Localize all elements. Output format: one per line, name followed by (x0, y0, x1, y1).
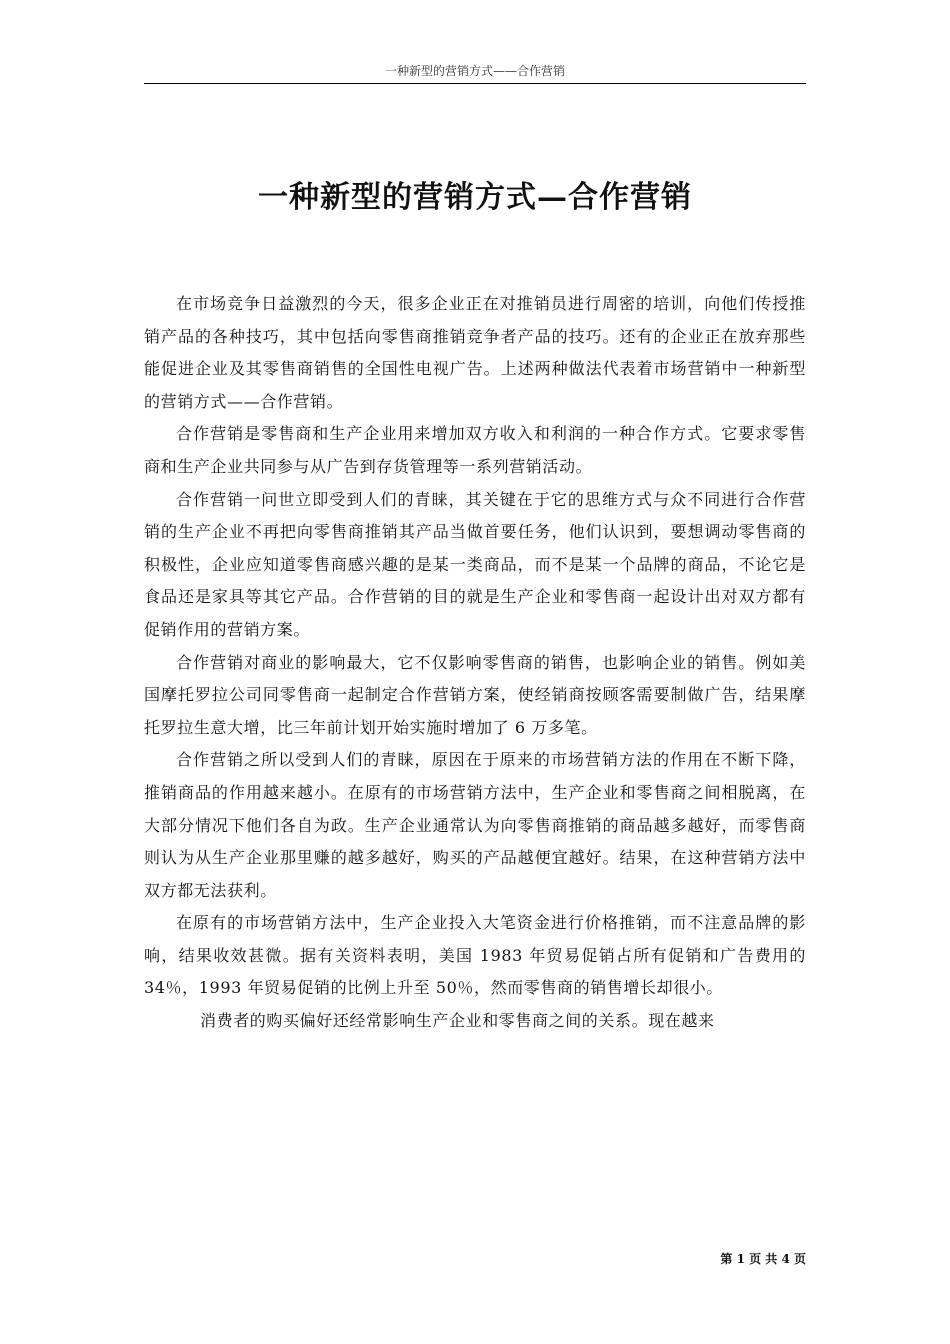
paragraph-2: 合作营销是零售商和生产企业用来增加双方收入和利润的一种合作方式。它要求零售商和生产企业共同参与从广告到存货管理等一系列营销活动。 (144, 424, 806, 476)
document-body (144, 288, 806, 1038)
running-header: 一种新型的营销方式——合作营销 (384, 64, 565, 78)
paragraph-1: 在市场竞争日益激烈的今天，很多企业正在对推销员进行周密的培训，向他们传授推销产品的各种技巧，其中包括向零售商推销竞争者产品的技巧。还有的企业正在放弃那些能促进企业及其零售商销售的全国性电视广告。上述两种做法代表着市场营销中一种新型的营销方式——合作营销。 (144, 294, 806, 411)
page-number: 第 1 页 共 4 页 (720, 1252, 806, 1266)
paragraph-6: 在原有的市场营销方法中，生产企业投入大笔资金进行价格推销，而不注意品牌的影响，结果收效甚微。据有关资料表明，美国 1983 年贸易促销占所有促销和广告费用的 34％，1993 年贸易促销的比例上升至 50％，然而零售商的销售增长却很小。 (144, 913, 806, 998)
paragraph-3: 合作营销一问世立即受到人们的青睐，其关键在于它的思维方式与众不同进行合作营销的生产企业不再把向零售商推销其产品当做首要任务，他们认识到，要想调动零售商的积极性，企业应知道零售商感兴趣的是某一类商品，而不是某一个品牌的商品，不论它是食品还是家具等其它产品。合作营销的目的就是生产企业和零售商一起设计出对双方都有促销作用的营销方案。 (144, 489, 806, 639)
paragraph-4: 合作营销对商业的影响最大，它不仅影响零售商的销售，也影响企业的销售。例如美国摩托罗拉公司同零售商一起制定合作营销方案，使经销商按顾客需要制做广告，结果摩托罗拉生意大增，比三年前计划开始实施时增加了 6 万多笔。 (144, 652, 806, 737)
header-divider (144, 83, 806, 84)
document-title: 一种新型的营销方式—合作营销 (258, 180, 692, 215)
paragraph-5: 合作营销之所以受到人们的青睐，原因在于原来的市场营销方法的作用在不断下降，推销商品的作用越来越小。在原有的市场营销方法中，生产企业和零售商之间相脱离，在大部分情况下他们各自为政。生产企业通常认为向零售商推销的商品越多越好，而零售商则认为从生产企业那里赚的越多越好，购买的产品越便宜越好。结果，在这种营销方法中双方都无法获利。 (144, 750, 806, 900)
paragraph-7: 消费者的购买偏好还经常影响生产企业和零售商之间的关系。现在越来 (200, 1011, 715, 1031)
